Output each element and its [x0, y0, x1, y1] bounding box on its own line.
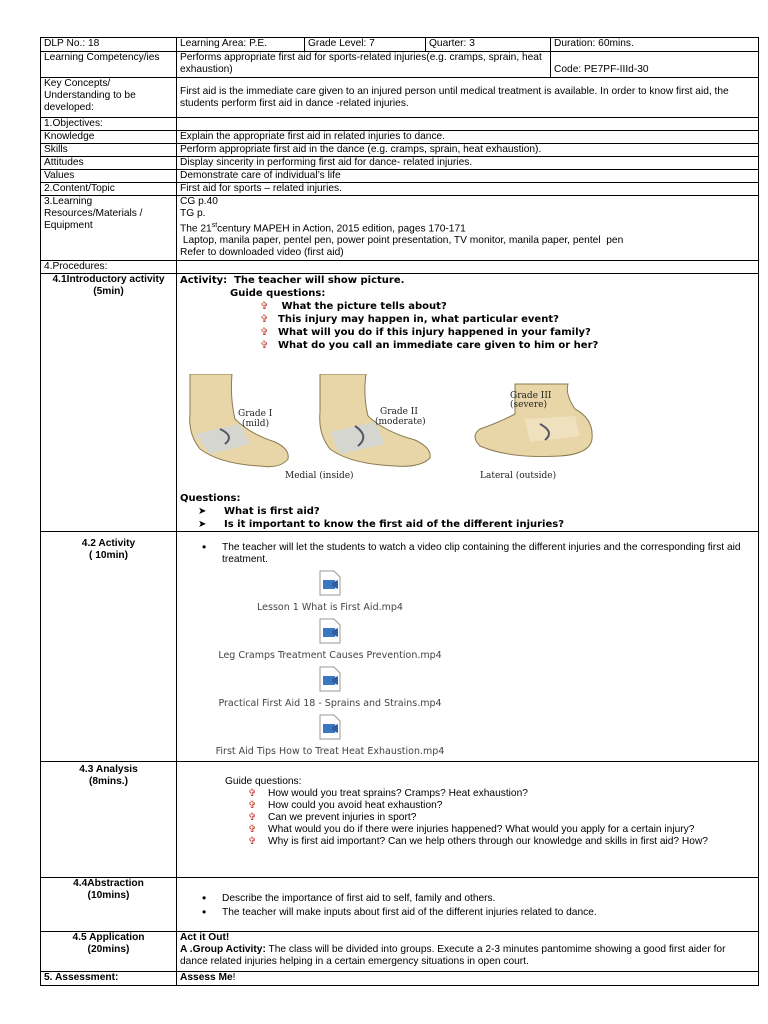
grade3-sublabel: (severe)	[510, 400, 548, 410]
abstraction-list	[180, 892, 755, 920]
objective-label: Skills	[41, 144, 177, 157]
ankle-sprain-image	[180, 374, 610, 492]
video-file[interactable]	[180, 566, 480, 614]
analysis-time: (8mins.)	[88, 776, 129, 787]
lateral-label: Lateral (outside)	[480, 471, 557, 481]
activity-row	[41, 532, 759, 762]
content-label: 2.Content/Topic	[41, 183, 177, 196]
key-concepts-label: Key Concepts/ Understanding to be developed:	[41, 78, 177, 118]
objectives-label: 1.Objectives:	[41, 118, 177, 131]
video-file-label: Practical First Aid 18 - Sprains and Strains.mp4	[218, 698, 442, 709]
application-group-activity	[180, 944, 755, 968]
arrowhead-bullet-icon: ➤	[198, 519, 207, 530]
abstraction-row	[41, 878, 759, 932]
arrow-bullet-icon: ✞	[248, 824, 257, 835]
bullet-icon: •	[202, 891, 207, 905]
list-item	[260, 300, 755, 313]
video-file[interactable]	[180, 710, 480, 758]
abstraction-text: Describe the importance of first aid to self, family and others.	[222, 893, 496, 904]
book-sup: st	[211, 222, 218, 229]
content-row	[41, 183, 759, 196]
grade-level: Grade Level: 7	[305, 38, 426, 52]
list-item	[248, 812, 755, 824]
foot-grade1-icon	[190, 374, 289, 467]
application-label-cell	[41, 932, 177, 972]
assessment-content	[177, 972, 759, 986]
resources-materials: Laptop, manila paper, pentel pen, power point presentation, TV monitor, manila paper, pentel pen	[180, 235, 624, 247]
medial-label: Medial (inside)	[285, 471, 354, 481]
application-title: Act it Out!	[180, 932, 230, 943]
list-item	[248, 788, 755, 800]
lesson-plan-table	[40, 37, 759, 986]
abstraction-label-cell	[41, 878, 177, 932]
intro-questions-label: Questions:	[180, 493, 241, 504]
activity-label: 4.2 Activity	[81, 538, 136, 549]
activity-list	[180, 542, 755, 566]
list-item	[260, 313, 755, 326]
activity-content	[177, 532, 759, 762]
intro-guide-label: Guide questions:	[230, 288, 326, 299]
competency-row	[41, 52, 759, 78]
objective-text: Perform appropriate first aid in the dance (e.g. cramps, sprain, heat exhaustion).	[177, 144, 759, 157]
question-text: Can we prevent injuries in sport?	[268, 812, 417, 823]
question-text: What will you do if this injury happened in your family?	[278, 327, 591, 338]
learning-area: Learning Area: P.E.	[177, 38, 305, 52]
intro-questions2-list	[180, 505, 755, 531]
grade3-label: Grade III	[510, 391, 552, 401]
activity-time: ( 10min)	[88, 550, 129, 561]
abstraction-text: The teacher will make inputs about first aid of the different injuries related to dance.	[222, 907, 597, 918]
procedures-empty	[177, 261, 759, 274]
question-text: What would you do if there were injuries happened? What would you apply for a certain injury?	[268, 824, 695, 835]
list-item	[202, 542, 755, 566]
bullet-icon: •	[202, 905, 207, 919]
lesson-plan-document	[40, 37, 758, 986]
video-file-icon	[317, 714, 343, 740]
resources-video: Refer to downloaded video (first aid)	[180, 247, 344, 259]
activity-label-cell	[41, 532, 177, 762]
video-file-icon	[317, 618, 343, 644]
intro-question-list	[180, 300, 755, 352]
list-item	[260, 326, 755, 339]
application-content	[177, 932, 759, 972]
intro-label-cell	[41, 274, 177, 532]
resources-tg: TG p.	[180, 208, 206, 219]
objectives-header-row	[41, 118, 759, 131]
competency-text: Performs appropriate first aid for sports-related injuries(e.g. cramps, sprain, heat exhaustion)	[177, 52, 551, 78]
procedures-label: 4.Procedures:	[41, 261, 177, 274]
objective-label: Knowledge	[41, 131, 177, 144]
arrow-bullet-icon: ✞	[260, 301, 269, 312]
group-activity-label: A .Group Activity:	[180, 944, 266, 955]
activity-label: Activity:	[180, 275, 228, 286]
abstraction-time: (10mins)	[87, 890, 130, 901]
assessment-label: 5. Assessment:	[41, 972, 177, 986]
list-item	[248, 836, 755, 848]
intro-content	[177, 274, 759, 532]
intro-label: 4.1Introductory activity	[52, 274, 165, 285]
activity-text: The teacher will show picture.	[227, 275, 405, 286]
list-item	[202, 892, 755, 906]
grade2-sublabel: (moderate)	[375, 417, 426, 427]
abstraction-content	[177, 878, 759, 932]
arrow-bullet-icon: ✞	[260, 314, 269, 325]
application-label: 4.5 Application	[72, 932, 145, 943]
book-prefix: The 21	[180, 223, 212, 235]
video-file-label: Lesson 1 What is First Aid.mp4	[257, 602, 403, 613]
objective-label: Attitudes	[41, 157, 177, 170]
list-item	[198, 505, 755, 518]
content-text: First aid for sports – related injuries.	[177, 183, 759, 196]
intro-activity	[180, 274, 755, 287]
resources-text	[177, 196, 759, 261]
video-file[interactable]	[180, 662, 480, 710]
list-item	[248, 800, 755, 812]
arrow-bullet-icon: ✞	[248, 836, 257, 847]
arrow-bullet-icon: ✞	[260, 340, 269, 351]
objective-text: Display sincerity in performing first aid for dance- related injuries.	[177, 157, 759, 170]
question-text: Is it important to know the first aid of the different injuries?	[224, 519, 565, 530]
application-time: (20mins)	[87, 944, 130, 955]
dlp-number: DLP No.: 18	[41, 38, 177, 52]
grade1-sublabel: (mild)	[242, 419, 270, 429]
arrow-bullet-icon: ✞	[248, 812, 257, 823]
assessment-row	[41, 972, 759, 986]
header-row	[41, 38, 759, 52]
key-concepts-row	[41, 78, 759, 118]
list-item	[248, 824, 755, 836]
analysis-label: 4.3 Analysis	[79, 764, 138, 775]
video-file-icon	[317, 570, 343, 596]
video-file[interactable]	[180, 614, 480, 662]
resources-label: 3.Learning Resources/Materials / Equipment	[41, 196, 177, 261]
objective-text: Explain the appropriate first aid in related injuries to dance.	[177, 131, 759, 144]
analysis-label-cell	[41, 762, 177, 878]
video-file-icon	[317, 666, 343, 692]
activity-text: The teacher will let the students to watch a video clip containing the different injuries and the corresponding first aid treatment.	[222, 542, 741, 565]
key-concepts-text: First aid is the immediate care given to an injured person until medical treatment is available. In order to know first aid, the students perform first aid in dance -related injuries.	[177, 78, 759, 118]
objective-row	[41, 131, 759, 144]
question-text: What is first aid?	[224, 506, 320, 517]
procedures-row	[41, 261, 759, 274]
question-text: What the picture tells about?	[278, 301, 447, 312]
assessment-title: Assess Me	[180, 972, 233, 983]
objective-label: Values	[41, 170, 177, 183]
duration: Duration: 60mins.	[551, 38, 759, 52]
resources-book	[180, 220, 755, 235]
arrow-bullet-icon: ✞	[248, 788, 257, 799]
video-list	[180, 566, 480, 758]
arrowhead-bullet-icon: ➤	[198, 506, 207, 517]
abstraction-label: 4.4Abstraction	[73, 878, 144, 889]
group-activity-text: The class will be divided into groups. Execute a 2-3 minutes pantomime showing a good first aider for dance related injuries helping in a certain emergency situations in open court.	[180, 944, 726, 967]
application-row	[41, 932, 759, 972]
question-text: How would you treat sprains? Cramps? Heat exhaustion?	[268, 788, 528, 799]
quarter: Quarter: 3	[426, 38, 551, 52]
question-text: What do you call an immediate care given to him or her?	[278, 340, 599, 351]
book-suffix: century MAPEH in Action, 2015 edition, pages 170-171	[217, 223, 466, 235]
grade1-label: Grade I	[238, 409, 273, 419]
bullet-icon: •	[202, 540, 207, 554]
objective-row	[41, 170, 759, 183]
arrow-bullet-icon: ✞	[248, 800, 257, 811]
resources-cg: CG p.40	[180, 196, 218, 207]
objective-text: Demonstrate care of individual’s life	[177, 170, 759, 183]
video-file-label: First Aid Tips How to Treat Heat Exhaustion.mp4	[215, 746, 445, 757]
ankle-sprain-illustration	[180, 374, 755, 492]
analysis-content	[177, 762, 759, 878]
intro-row	[41, 274, 759, 532]
resources-row	[41, 196, 759, 261]
question-text: How could you avoid heat exhaustion?	[268, 800, 443, 811]
objective-row	[41, 144, 759, 157]
analysis-row	[41, 762, 759, 878]
list-item	[260, 339, 755, 352]
analysis-guide-label: Guide questions:	[225, 776, 302, 787]
intro-time: (5min)	[93, 286, 124, 297]
objectives-empty	[177, 118, 759, 131]
grade2-label: Grade II	[380, 407, 418, 417]
question-text: This injury may happen in, what particular event?	[278, 314, 559, 325]
question-text: Why is first aid important? Can we help others through our knowledge and skills in first aid? How?	[268, 836, 708, 847]
analysis-question-list	[180, 788, 755, 848]
competency-label: Learning Competency/ies	[41, 52, 177, 78]
video-file-label: Leg Cramps Treatment Causes Prevention.mp4	[218, 650, 442, 661]
competency-code: Code: PE7PF-IIId-30	[551, 52, 759, 78]
list-item	[198, 518, 755, 531]
list-item	[202, 906, 755, 920]
arrow-bullet-icon: ✞	[260, 327, 269, 338]
assessment-suffix: !	[232, 972, 236, 983]
objective-row	[41, 157, 759, 170]
